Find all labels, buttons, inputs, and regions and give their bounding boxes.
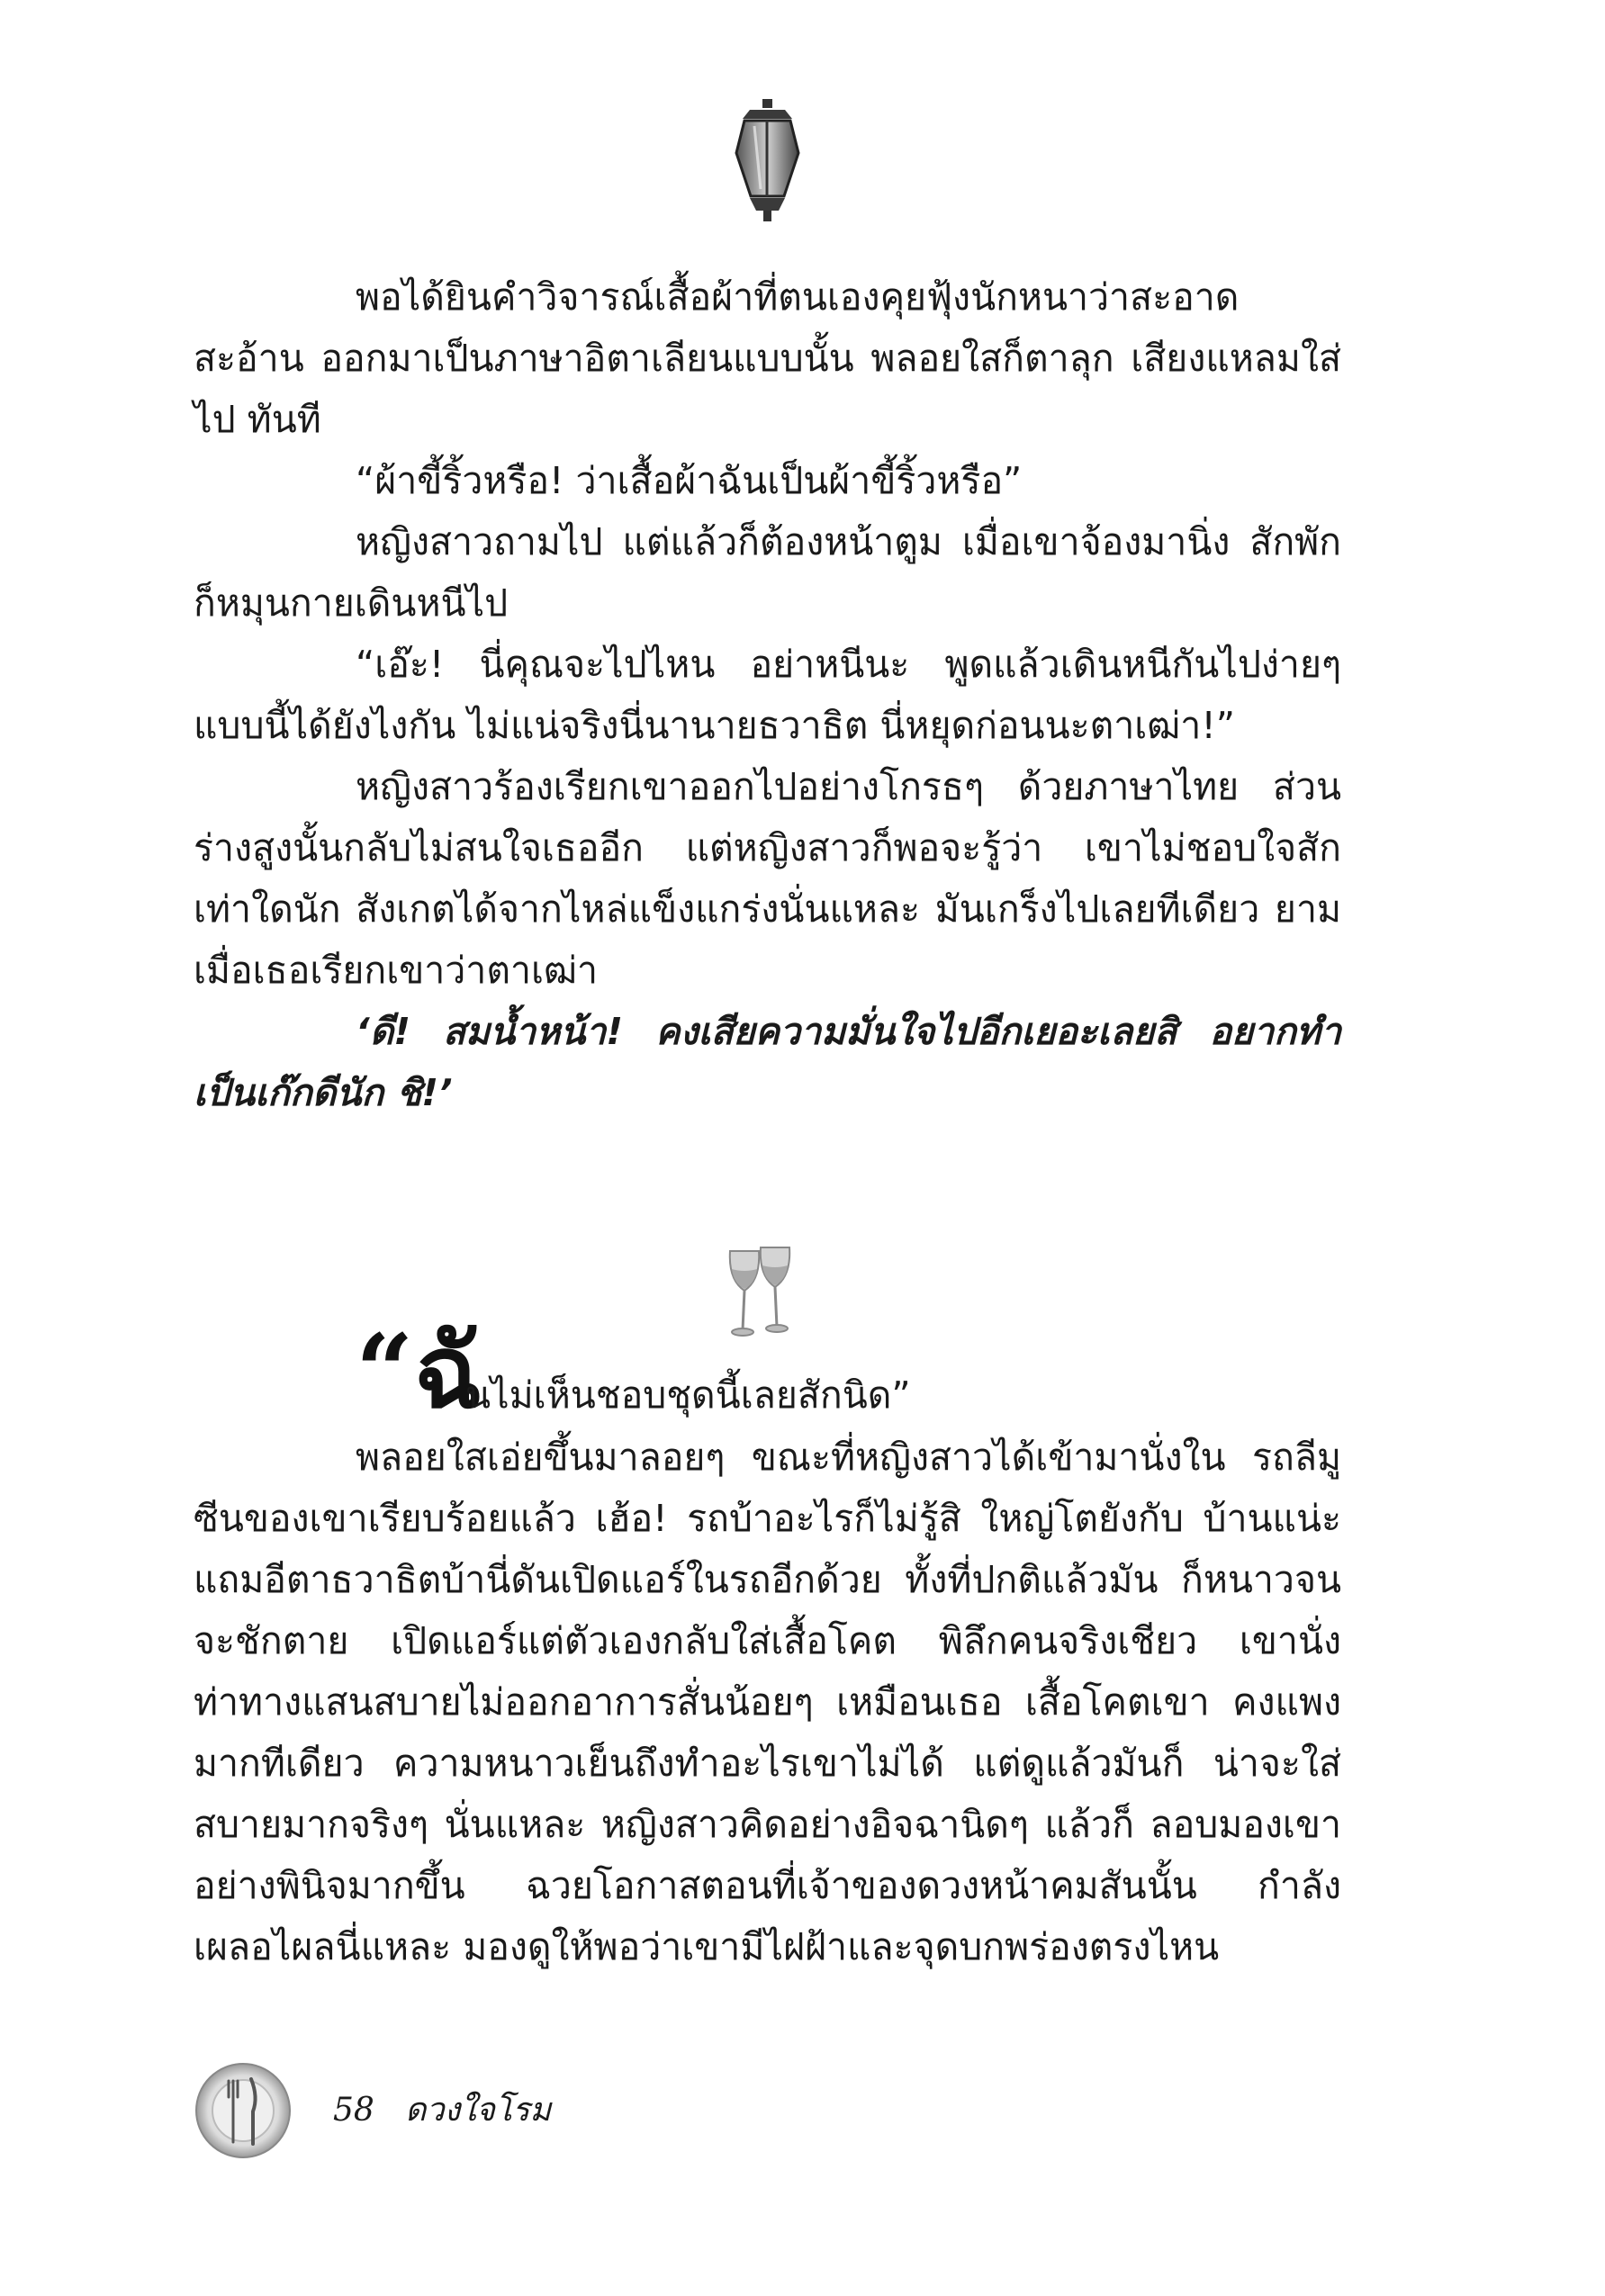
page-footer	[194, 2061, 734, 2169]
running-title: ดวงใจโรม	[405, 2092, 552, 2129]
paragraph: พอได้ยินคำวิจารณ์เสื้อผ้าที่ตนเองคุยฟุ้งนักหนาว่าสะอาดสะอ้าน ออกมาเป็นภาษาอิตาเลียนแบบนั้น พลอยใสก็ตาลุก เสียงแหลมใส่ไป ทันที	[194, 275, 1341, 441]
dialogue-line: “เอ๊ะ! นี่คุณจะไปไหน อย่าหนีนะ พูดแล้วเดินหนีกันไปง่ายๆ แบบนี้ได้ยังไงกัน ไม่แน่จริงนี่นานายธวาธิต นี่หยุดก่อนนะตาเฒ่า!”	[194, 643, 1341, 747]
drop-cap: “ฉั	[356, 1313, 482, 1431]
section-2-opening	[356, 1313, 1341, 1431]
dialogue-line: “ผ้าขี้ริ้วหรือ! ว่าเสื้อผ้าฉันเป็นผ้าขี้ริ้วหรือ”	[356, 459, 1023, 502]
inner-thought: ‘ดี! สมน้ำหน้า! คงเสียความมั่นใจไปอีกเยอะเลยสิ อยากทำ เป็นเก๊กดีนัก ชิ!’	[194, 1010, 1341, 1114]
paragraph: หญิงสาวถามไป แต่แล้วก็ต้องหน้าตูม เมื่อเขาจ้องมานิ่ง สักพัก ก็หมุนกายเดินหนีไป	[194, 520, 1341, 625]
page-number: 58	[333, 2092, 374, 2129]
lantern-icon	[725, 99, 810, 225]
plate-cutlery-icon	[194, 2061, 293, 2160]
section-1-text	[194, 266, 1341, 1123]
opening-line: นไม่เห็นชอบชุดนี้เลยสักนิด”	[465, 1373, 911, 1417]
paragraph: พลอยใสเอ่ยขึ้นมาลอยๆ ขณะที่หญิงสาวได้เข้ามานั่งใน รถลีมูซีนของเขาเรียบร้อยแล้ว เฮ้อ! รถบ้าอะไรก็ไม่รู้สิ ใหญ่โตยังกับ บ้านแน่ะ แถมอีตาธวาธิตบ้านี่ดันเปิดแอร์ในรถอีกด้วย ทั้งที่ปกติแล้วมัน ก็หนาวจนจะชักตาย เปิดแอร์แต่ตัวเองกลับใส่เสื้อโคต พิลึกคนจริงเชียว เขานั่งท่าทางแสนสบายไม่ออกอาการสั่นน้อยๆ เหมือนเธอ เสื้อโคตเขา คงแพงมากทีเดียว ความหนาวเย็นถึงทำอะไรเขาไม่ได้ แต่ดูแล้วมันก็ น่าจะใส่สบายมากจริงๆ นั่นแหละ หญิงสาวคิดอย่างอิจฉานิดๆ แล้วก็ ลอบมองเขาอย่างพินิจมากขึ้น ฉวยโอกาสตอนที่เจ้าของดวงหน้าคมสันนั้น กำลังเผลอไผลนี่แหละ มองดูให้พอว่าเขามีไฝฝ้าและจุดบกพร่องตรงไหน	[194, 1436, 1341, 1968]
paragraph: หญิงสาวร้องเรียกเขาออกไปอย่างโกรธๆ ด้วยภาษาไทย ส่วน ร่างสูงนั้นกลับไม่สนใจเธออีก แต่หญิงสาวก็พอจะรู้ว่า เขาไม่ชอบใจสัก เท่าใดนัก สังเกตได้จากไหล่แข็งแกร่งนั่นแหละ มันเกร็งไปเลยทีเดียว ยามเมื่อเธอเรียกเขาว่าตาเฒ่า	[194, 765, 1341, 992]
section-2-text	[194, 1427, 1341, 1977]
